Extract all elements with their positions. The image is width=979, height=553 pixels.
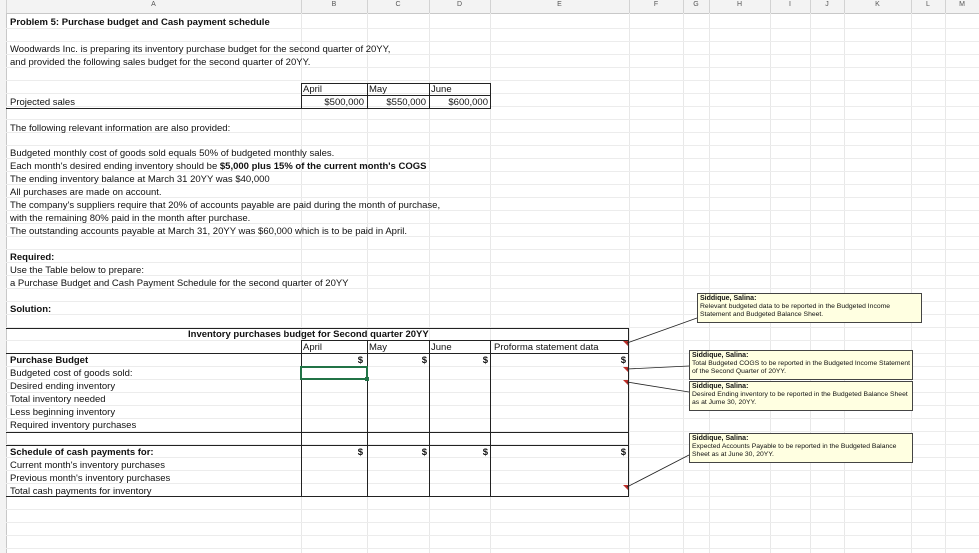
row-budgeted-cogs: Budgeted cost of goods sold:	[10, 368, 133, 379]
comment-ending-inventory-text: Desired Ending inventory to be reported in the Budgeted Balance Sheet as at Jume 30, 20YY.	[692, 391, 908, 406]
column-header-f[interactable]: F	[653, 1, 659, 8]
column-header-g[interactable]: G	[693, 1, 699, 8]
comment-cogs-author: Siddique, Salina:	[692, 352, 749, 359]
dollar-proforma: $	[620, 355, 626, 366]
comment-proforma[interactable]	[697, 293, 922, 323]
table-month-april: April	[303, 342, 323, 353]
dollar-may: $	[421, 355, 427, 366]
comment-cogs-text: Total Budgeted COGS to be reported in the Budgeted Income Statement of the Second Quarter of 20YY.	[692, 360, 911, 375]
cash-dollar-proforma: $	[620, 447, 626, 458]
cash-dollar-june: $	[482, 447, 488, 458]
column-header-c[interactable]: C	[395, 1, 401, 8]
proforma-header: Proforma statement data	[494, 342, 599, 353]
solution-label: Solution:	[10, 304, 52, 315]
column-header-h[interactable]: H	[736, 1, 743, 8]
row-total-inventory-needed: Total inventory needed	[10, 394, 106, 405]
comment-cogs[interactable]	[689, 350, 913, 380]
column-header-l[interactable]: L	[926, 1, 930, 8]
comment-ending-inventory-author: Siddique, Salina:	[692, 383, 749, 390]
row-previous-month-purchases: Previous month's inventory purchases	[10, 473, 171, 484]
info-item-4: All purchases are made on account.	[10, 187, 162, 198]
comment-accounts-payable[interactable]	[689, 433, 913, 463]
column-header-d[interactable]: D	[456, 1, 463, 8]
column-header-k[interactable]: K	[875, 1, 880, 8]
column-header-j[interactable]: J	[825, 1, 829, 8]
sales-value-april[interactable]: $500,000	[324, 97, 364, 108]
row-current-month-purchases: Current month's inventory purchases	[10, 460, 165, 471]
row-required-inventory-purchases: Required inventory purchases	[10, 420, 137, 431]
comment-proforma-text: Relevant budgeted data to be reported in the Budgeted Income Statement and Budgeted Balance Sheet.	[700, 303, 891, 318]
problem-title: Problem 5: Purchase budget and Cash payment schedule	[10, 17, 270, 28]
comment-ending-inventory[interactable]	[689, 381, 913, 411]
dollar-june: $	[482, 355, 488, 366]
budget-table-title: Inventory purchases budget for Second quarter 20YY	[188, 329, 429, 340]
info-item-1: Budgeted monthly cost of goods sold equals 50% of budgeted monthly sales.	[10, 148, 335, 159]
required-line-2: a Purchase Budget and Cash Payment Schedule for the second quarter of 20YY	[10, 278, 349, 289]
info-item-6: with the remaining 80% paid in the month after purchase.	[10, 213, 251, 224]
sales-month-april: April	[303, 84, 323, 95]
sales-value-june[interactable]: $600,000	[448, 97, 488, 108]
intro-line-1: Woodwards Inc. is preparing its inventory purchase budget for the second quarter of 20YY,	[10, 44, 391, 55]
cash-dollar-may: $	[421, 447, 427, 458]
column-header-a[interactable]: A	[151, 1, 156, 8]
cash-schedule-header: Schedule of cash payments for:	[10, 447, 154, 458]
sales-value-may[interactable]: $550,000	[386, 97, 426, 108]
row-total-cash-payments: Total cash payments for inventory	[10, 486, 152, 497]
info-item-2-emphasis: $5,000 plus 15% of the current month's COGS	[219, 161, 427, 172]
info-item-3: The ending inventory balance at March 31 20YY was $40,000	[10, 174, 270, 185]
cash-dollar-april: $	[357, 447, 363, 458]
dollar-april: $	[357, 355, 363, 366]
table-month-may: May	[369, 342, 387, 353]
info-header: The following relevant information are also provided:	[10, 123, 231, 134]
required-line-1: Use the Table below to prepare:	[10, 265, 144, 276]
required-label: Required:	[10, 252, 55, 263]
purchase-budget-header: Purchase Budget	[10, 355, 89, 366]
intro-line-2: and provided the following sales budget for the second quarter of 20YY.	[10, 57, 311, 68]
comment-accounts-payable-text: Expected Accounts Payable to be reported in the Budgeted Balance Sheet as at June 30, 20YY.	[692, 443, 897, 458]
column-header-e[interactable]: E	[557, 1, 562, 8]
comment-proforma-author: Siddique, Salina:	[700, 295, 757, 302]
info-item-7: The outstanding accounts payable at March 31, 20YY was $60,000 which is to be paid in April.	[10, 226, 407, 237]
info-item-5: The company's suppliers require that 20% of accounts payable are paid during the month of purchase,	[10, 200, 441, 211]
column-header-b[interactable]: B	[331, 1, 337, 8]
info-item-2-text: Each month's desired ending inventory should be	[10, 161, 220, 172]
table-month-june: June	[431, 342, 452, 353]
row-less-beginning-inventory: Less beginning inventory	[10, 407, 116, 418]
row-desired-ending-inventory: Desired ending inventory	[10, 381, 116, 392]
projected-sales-label: Projected sales	[10, 97, 75, 108]
sales-month-june: June	[431, 84, 452, 95]
column-header-i[interactable]: I	[789, 1, 791, 8]
comment-accounts-payable-author: Siddique, Salina:	[692, 435, 749, 442]
column-header-m[interactable]: M	[959, 1, 965, 8]
sales-month-may: May	[369, 84, 387, 95]
